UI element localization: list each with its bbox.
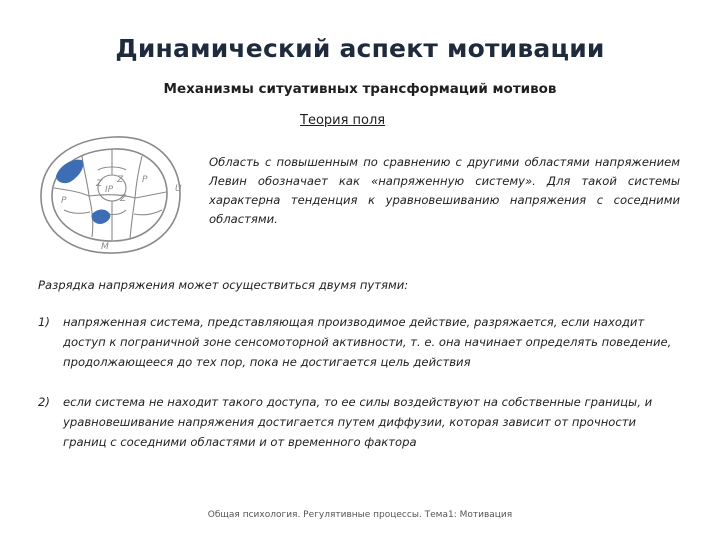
- slide-footer: Общая психология. Регулятивные процессы. Тема1: Мотивация: [207, 510, 513, 520]
- list-item-number: 2): [38, 395, 50, 409]
- list-item-text: если система не находит такого доступа, то ее силы воздействуют на собственные границы, и уравновешивание напряжения достигается путем диффузии, которая зависит от прочности границ с соседними областями и от временного фактора: [63, 395, 653, 449]
- label-z1: Z: [96, 179, 103, 189]
- discharge-intro: Разрядка напряжения может осуществиться двумя путями:: [38, 278, 409, 292]
- lewin-field-diagram: [34, 130, 194, 260]
- list-item: [38, 392, 678, 452]
- tension-system-2: [91, 210, 110, 225]
- label-m: M: [101, 242, 109, 252]
- label-u: U: [175, 184, 182, 194]
- label-z3: Z: [120, 194, 127, 204]
- list-item-number: 1): [38, 315, 50, 329]
- slide-subtitle: Механизмы ситуативных трансформаций мотивов: [163, 81, 557, 97]
- list-item: [38, 312, 678, 372]
- label-p1: P: [61, 196, 67, 206]
- field-theory-paragraph: Область с повышенным по сравнению с другими областями напряжением Левин обозначает как «напряженную систему». Для такой системы характерна тенденция к уравновешиванию напряжения с соседними областями.: [209, 155, 680, 226]
- label-p2: P: [142, 175, 148, 185]
- slide-title: Динамический аспект мотивации: [115, 34, 605, 63]
- label-ip: IP: [105, 185, 114, 195]
- discharge-ways-list: [38, 312, 678, 472]
- label-z2: Z: [117, 175, 124, 185]
- section-heading: Теория поля: [300, 113, 386, 128]
- tension-system-1: [56, 160, 83, 184]
- list-item-text: напряженная система, представляющая производимое действие, разряжается, если находит доступ к пограничной зоне сенсомоторной активности, т. е. она начинает определять поведение, продолжающееся до тех пор, пока не достигается цель действия: [63, 315, 672, 369]
